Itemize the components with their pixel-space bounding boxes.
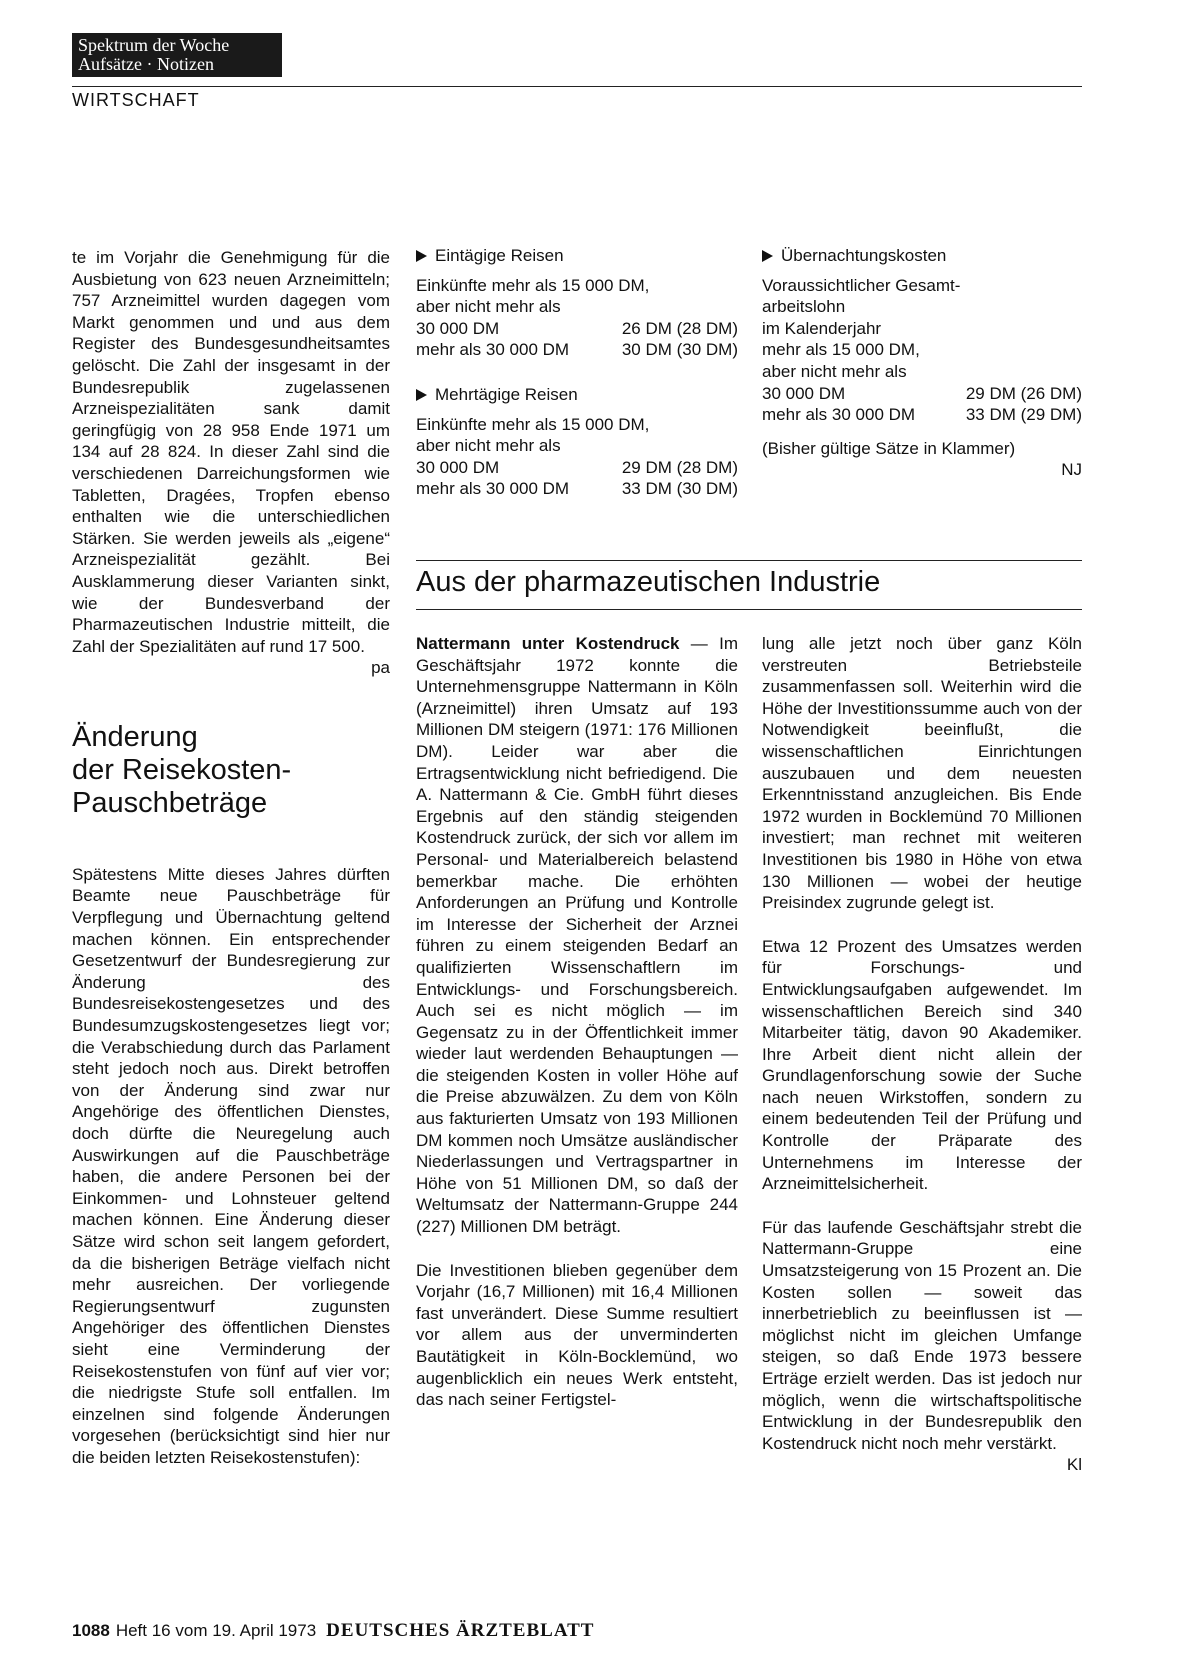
row-value: 26 DM (28 DM) xyxy=(621,318,738,338)
travel-night-line-3: im Kalenderjahr xyxy=(762,318,882,338)
table-row xyxy=(762,383,1082,405)
section-rule-lower xyxy=(416,609,1082,610)
travel-day-block xyxy=(416,245,738,361)
section-header-box xyxy=(72,33,282,77)
column-1 xyxy=(72,247,390,1469)
travel-night-line-5: aber nicht mehr als xyxy=(762,361,907,381)
pharma-lead-paragraph xyxy=(416,633,738,1238)
pharma-paragraph-3: lung alle jetzt noch über ganz Köln verstreuten Betriebsteile zusammenfassen soll. Weiterhin wird die Höhe der Investitionssumme auch von der Notwendigkeit beeinflußt, die wissenschaftlichen Einrichtungen auszubauen und dem neuesten Erkenntnisstand anzugleichen. Bis Ende 1972 wurden in Bocklemünd 70 Millionen investiert; man rechnet mit weiteren Investitionen bis 1980 in Höhe von etwa 130 Millionen — wobei der heutige Preisindex zugrunde gelegt ist. xyxy=(762,634,1082,913)
page-footer xyxy=(72,1620,594,1642)
pharma-section-title: Aus der pharmazeutischen Industrie xyxy=(416,566,881,598)
page-number: 1088 xyxy=(72,1621,110,1640)
travel-multi-title: Mehrtägige Reisen xyxy=(435,385,578,404)
header-line-1: Spektrum der Woche xyxy=(78,35,230,55)
heading-line-1: Änderung xyxy=(72,720,198,753)
travel-multi-line-1: Einkünfte mehr als 15 000 DM, xyxy=(416,414,650,434)
row-label: 30 000 DM xyxy=(416,457,500,477)
travel-day-line-1: Einkünfte mehr als 15 000 DM, xyxy=(416,275,650,295)
pharma-paragraph-5: Für das laufende Geschäftsjahr strebt die Nattermann-Gruppe eine Umsatzsteigerung von 15 Prozent an. Die Kosten sollen — soweit das innerbetrieblich zu beeinflussen ist — möglichst nicht im gleichen Umfange steigen, so daß Ende 1973 bessere Erträge erzielt werden. Das ist jedoch nur möglich, wenn die wirtschaftspolitische Entwicklung in der Bundesrepublik den Kostendruck nicht noch mehr verstärkt. xyxy=(762,1217,1082,1453)
table-row xyxy=(416,318,738,340)
heading-line-3: Pauschbeträge xyxy=(72,786,268,819)
signature-nj: NJ xyxy=(1061,460,1082,480)
issue-info: Heft 16 vom 19. April 1973 xyxy=(115,1621,317,1640)
triangle-bullet-icon xyxy=(762,250,773,262)
pharma-lead-bold: Nattermann unter Kostendruck xyxy=(416,634,680,653)
row-label: mehr als 30 000 DM xyxy=(762,405,916,425)
column-2 xyxy=(416,633,738,1411)
travel-night-title: Übernachtungskosten xyxy=(781,246,947,265)
row-value: 33 DM (30 DM) xyxy=(621,479,738,499)
travel-night-block xyxy=(762,245,1082,481)
row-label: 30 000 DM xyxy=(762,383,846,403)
table-row xyxy=(762,404,1082,426)
signature-pa: pa xyxy=(371,658,390,678)
article-heading xyxy=(72,721,390,820)
table-row xyxy=(416,339,738,361)
row-value: 29 DM (26 DM) xyxy=(965,383,1082,403)
section-rule-upper xyxy=(416,560,1082,561)
pharma-paragraph-2: Die Investitionen blieben gegenüber dem Vorjahr (16,7 Millionen) mit 16,4 Millionen fast unverändert. Diese Summe resultiert vor allem aus der unverminderten Bautätigkeit in Köln-Bocklemünd, wo augenblicklich ein neues Werk entsteht, das nach seiner Fertigstel- xyxy=(416,1260,738,1410)
travel-day-line-2: aber nicht mehr als xyxy=(416,297,561,317)
column-3 xyxy=(762,633,1082,1476)
section-label: WIRTSCHAFT xyxy=(72,90,200,110)
header-line-2: Aufsätze · Notizen xyxy=(78,54,214,74)
travel-night-line-2: arbeitslohn xyxy=(762,297,846,317)
travel-night-line-1: Voraussichtlicher Gesamt- xyxy=(762,275,961,295)
publication-name: DEUTSCHES ÄRZTEBLATT xyxy=(326,1620,595,1641)
row-value: 29 DM (28 DM) xyxy=(621,457,738,477)
signature-kl: Kl xyxy=(1066,1455,1082,1475)
table-row xyxy=(416,457,738,479)
row-label: 30 000 DM xyxy=(416,318,500,338)
row-label: mehr als 30 000 DM xyxy=(416,479,570,499)
row-label: mehr als 30 000 DM xyxy=(416,340,570,360)
top-rule xyxy=(72,86,1082,87)
col1-paragraph-1: te im Vorjahr die Genehmigung für die Ausbietung von 623 neuen Arzneimitteln; 757 Arzneimittel wurden dagegen vom Markt genommen und und aus dem Register des Bundesgesundheitsamtes gelöscht. Die Zahl der insgesamt in der Bundesrepublik zugelassenen Arzneispezialitäten sank damit geringfügig von 28 958 Ende 1971 um 134 auf 28 824. In dieser Zahl sind die verschiedenen Darreichungsformen wie Tabletten, Dragées, Tropfen ebenso enthalten wie die unterschiedlichen Stärken. Sie werden jeweils als „eigene“ Arzneispezialität gezählt. Bei Ausklammerung dieser Varianten sinkt, wie der Bundesverband der Pharmazeutischen Industrie mitteilt, die Zahl der Spezialitäten auf rund 17 500. xyxy=(72,248,390,656)
triangle-bullet-icon xyxy=(416,250,427,262)
table-row xyxy=(416,478,738,500)
col1-paragraph-2: Spätestens Mitte dieses Jahres dürften Beamte neue Pauschbeträge für Verpflegung und Übernachtung geltend machen können. Ein entsprechender Gesetzentwurf der Bundesregierung zur Änderung des Bundesreisekostengesetzes und des Bundesumzugskostengesetzes liegt vor; die Verabschiedung durch das Parlament steht jedoch noch aus. Direkt betroffen von der Änderung sind zwar nur Angehörige des öffentlichen Dienstes, doch dürfte die Neuregelung auch Auswirkungen auf die Pauschbeträge haben, die andere Personen bei der Einkommen- und Lohnsteuer geltend machen können. Eine Änderung dieser Sätze wird schon seit langem gefordert, da die bisherigen Beträge vielfach nicht mehr ausreichen. Der vorliegende Regierungsentwurf zugunsten Angehöriger des öffentlichen Dienstes sieht eine Verminderung der Reisekostenstufen von fünf auf vier vor; die niedrigste Stufe soll entfallen. Im einzelnen sind folgende Änderungen vorgesehen (berücksichtigt sind hier nur die beiden letzten Reisekostenstufen): xyxy=(72,864,390,1467)
pharma-lead-text: — Im Geschäftsjahr 1972 konnte die Unternehmensgruppe Nattermann in Köln (Arzneimittel) ihren Umsatz auf 193 Millionen DM steigern (1971: 176 Millionen DM). Leider war aber die Ertragsentwicklung nicht befriedigend. Die A. Nattermann & Cie. GmbH führt dieses Ergebnis auf den ständig steigenden Kostendruck zurück, der sich vor allem im Personal- und Materialbereich belastend bemerkbar mache. Die erhöhten Anforderungen an Prüfung und Kontrolle im Interesse der Sicherheit der Arznei führen zu einem steigenden Bedarf an qualifizierten Wissenschaftlern im Entwicklungs- und Forschungsbereich. Auch sei es nicht möglich — im Gegensatz zu in der Öffentlichkeit immer wieder laut werdenden Behauptungen — die steigenden Kosten in voller Höhe auf die Preise abzuwälzen. Zu dem von Köln aus fakturierten Umsatz von 193 Millionen DM kommen noch Umsätze ausländischer Niederlassungen und Vertragspartner in Höhe von 51 Millionen DM, so daß der Weltumsatz der Nattermann-Gruppe 244 (227) Millionen DM beträgt. xyxy=(416,634,738,1237)
triangle-bullet-icon xyxy=(416,389,427,401)
pharma-paragraph-4: Etwa 12 Prozent des Umsatzes werden für Forschungs- und Entwicklungsaufgaben aufgewendet. Im wissenschaftlichen Bereich sind 340 Mitarbeiter tätig, davon 90 Akademiker. Ihre Arbeit dient nicht allein der Grundlagenforschung sowie der Suche nach neuen Wirkstoffen, sondern zu einem bedeutenden Teil der Prüfung und Kontrolle der Präparate des Unternehmens im Interesse der Arzneimittelsicherheit. xyxy=(762,936,1082,1194)
travel-night-line-4: mehr als 15 000 DM, xyxy=(762,340,920,360)
travel-day-title: Eintägige Reisen xyxy=(435,246,564,265)
heading-line-2: der Reisekosten- xyxy=(72,753,292,786)
row-value: 30 DM (30 DM) xyxy=(621,340,738,360)
travel-night-note: (Bisher gültige Sätze in Klammer) xyxy=(762,438,1016,458)
travel-multi-line-2: aber nicht mehr als xyxy=(416,436,561,456)
travel-multi-block xyxy=(416,384,738,500)
row-value: 33 DM (29 DM) xyxy=(965,405,1082,425)
